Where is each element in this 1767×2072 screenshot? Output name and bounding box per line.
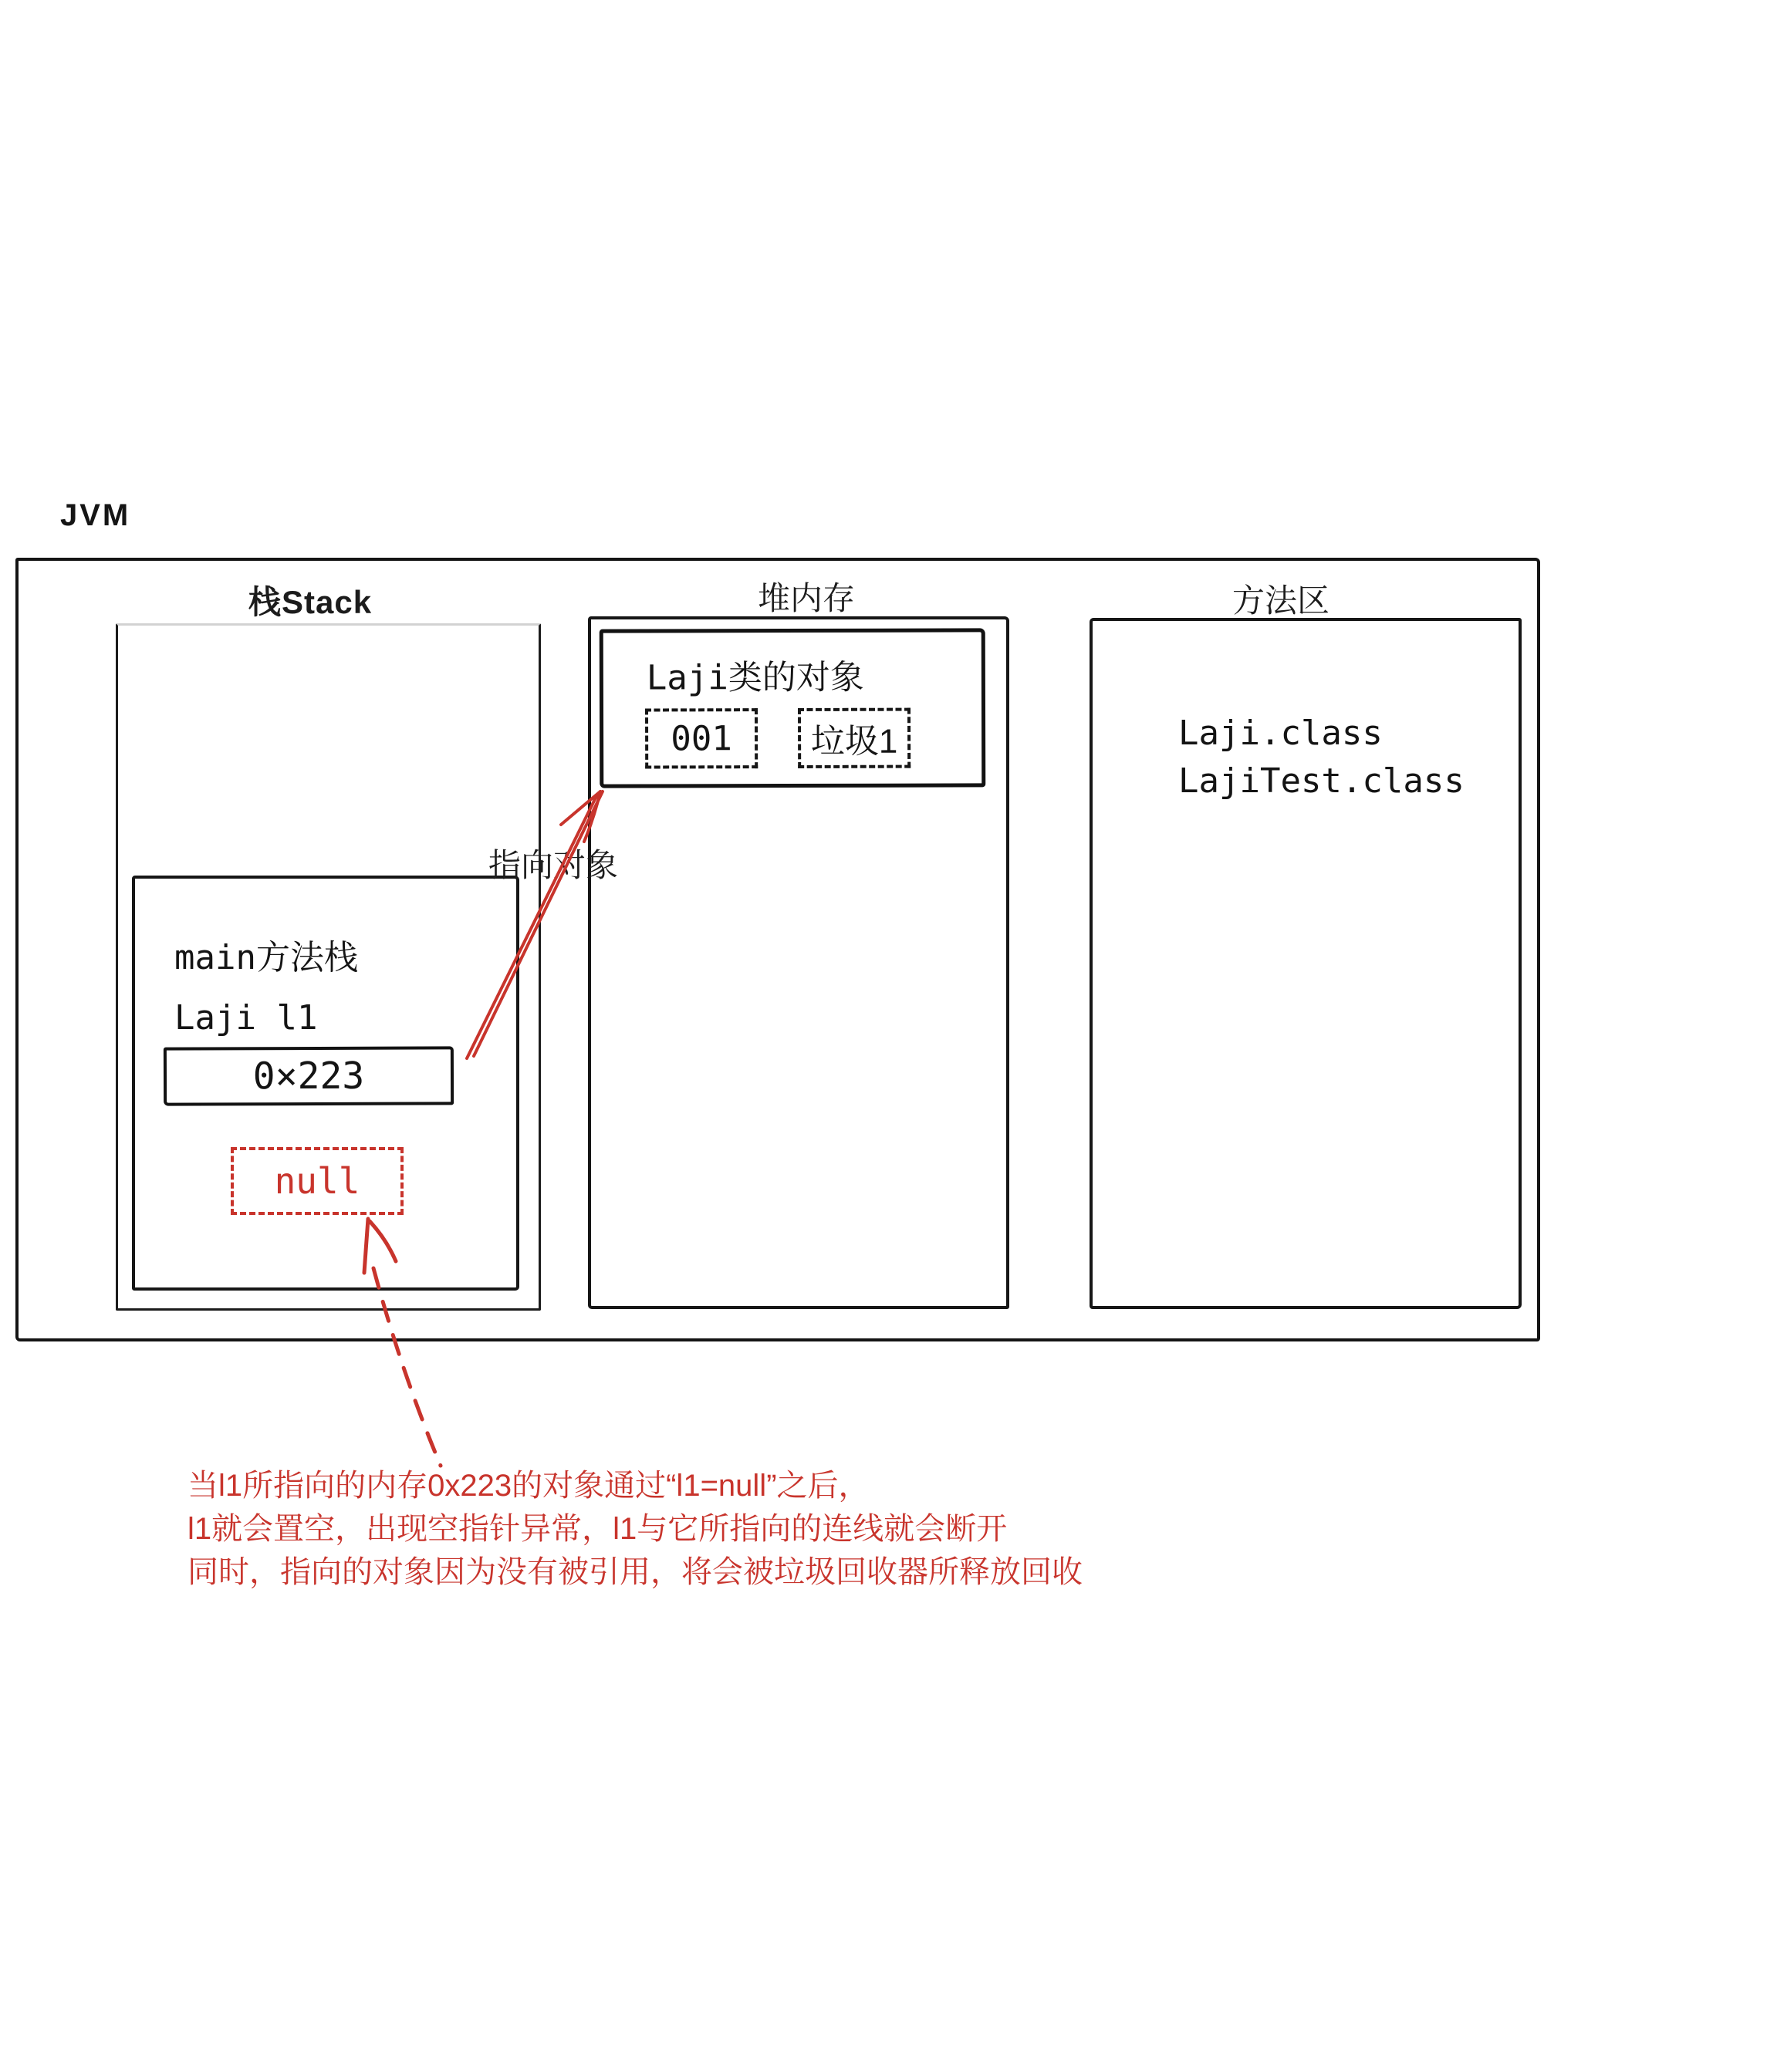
pointer-arrow-label: 指向对象 bbox=[488, 847, 619, 883]
null-value-box: null bbox=[231, 1147, 404, 1215]
jvm-label: JVM bbox=[60, 498, 131, 532]
class-entry: Laji.class bbox=[1178, 714, 1383, 753]
heap-object-name-cell: 垃圾1 bbox=[798, 708, 911, 768]
stack-region-title: 栈Stack bbox=[248, 584, 373, 620]
heap-laji-object-box bbox=[600, 628, 986, 788]
heap-region-title: 堆内存 bbox=[758, 580, 856, 616]
main-frame-title: main方法栈 bbox=[174, 938, 358, 977]
reference-value-box: 0×223 bbox=[164, 1046, 454, 1105]
class-entry: LajiTest.class bbox=[1178, 761, 1465, 801]
gc-note-line: 当l1所指向的内存0x223的对象通过“l1=null”之后， bbox=[188, 1469, 870, 1503]
gc-note-text bbox=[188, 1464, 1083, 1594]
gc-note-line: 同时，指向的对象因为没有被引用，将会被垃圾回收器所释放回收 bbox=[188, 1555, 1083, 1589]
heap-object-id-cell: 001 bbox=[645, 708, 758, 768]
variable-declaration: Laji l1 bbox=[174, 998, 318, 1038]
heap-laji-object-title: Laji类的对象 bbox=[646, 657, 864, 698]
gc-note-line: l1就会置空，出现空指针异常，l1与它所指向的连线就会断开 bbox=[188, 1512, 1008, 1546]
method-area-region-title: 方法区 bbox=[1232, 582, 1330, 619]
method-area-class-list bbox=[1178, 710, 1465, 805]
main-method-frame-box bbox=[132, 876, 519, 1291]
